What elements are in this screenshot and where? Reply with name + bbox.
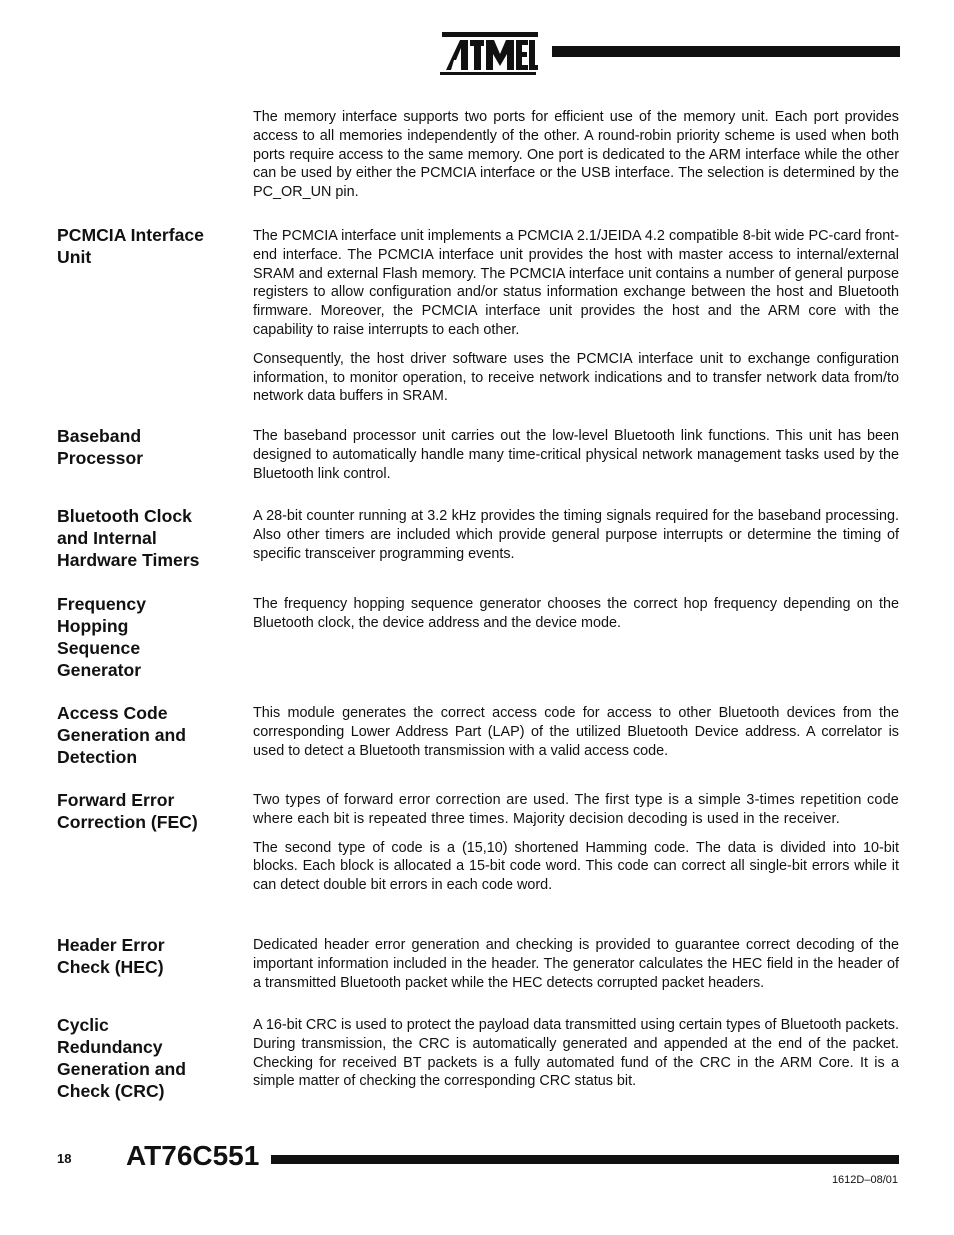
body-paragraph: Dedicated header error generation and checking is provided to guarantee correct decoding of the important information included in the header. The generator calculates the HEC field in the header of a transmitted Bluetooth packet while the HEC detects corrupted packet headers.: [253, 937, 899, 991]
body-paragraph: The PCMCIA interface unit implements a PCMCIA 2.1/JEIDA 4.2 compatible 8-bit wide PC-card front-end interface. The PCMCIA interface unit provides the host with master access to internal/external SRAM and external Flash memory. The PCMCIA interface unit contains a number of general purpose registers to allow configuration and/or status information exchange between the host and Bluetooth firmware. Moreover, the PCMCIA interface unit provides the host and the ARM core with the capability to raise interrupts to each other.: [253, 228, 899, 338]
section-heading: Bluetooth Clock and Internal Hardware Timers: [57, 506, 200, 570]
footer-rule: [271, 1155, 899, 1164]
body-paragraph: The frequency hopping sequence generator chooses the correct hop frequency depending on the Bluetooth clock, the device address and the device mode.: [253, 596, 899, 631]
section-body: [253, 936, 899, 1002]
body-paragraph: This module generates the correct access code for access to other Bluetooth devices from the corresponding Lower Address Part (LAP) of the utilized Bluetooth Device address. A correlator is used to detect a Bluetooth transmission with a valid access code.: [253, 705, 899, 759]
section-body: [253, 791, 899, 905]
body-paragraph: The memory interface supports two ports for efficient use of the memory unit. Each port provides access to all memories independently of the other. A round-robin priority scheme is used when both ports require access to the same memory. One port is dedicated to the ARM interface while the other can be used by either the PCMCIA interface or the USB interface. The selection is determined by the PC_OR_UN pin.: [253, 109, 899, 201]
section-heading: Forward Error Correction (FEC): [57, 790, 198, 832]
section-heading: Access Code Generation and Detection: [57, 703, 187, 767]
section-body: [253, 507, 899, 573]
header-rule: [552, 46, 900, 57]
section-body: [253, 108, 899, 212]
section-body: [253, 704, 899, 770]
body-paragraph: A 28-bit counter running at 3.2 kHz provides the timing signals required for the baseband processing. Also other timers are included which provide general purpose interrupts or determine the timing of specific transceiver programming events.: [253, 508, 899, 562]
section-heading: Header Error Check (HEC): [57, 935, 165, 977]
document-title: AT76C551: [126, 1140, 260, 1171]
body-paragraph: A 16-bit CRC is used to protect the payload data transmitted using certain types of Bluetooth packets. During transmission, the CRC is automatically generated and appended at the end of the packet. Checking for received BT packets is a fully automated fund of the CRC in the ARM Core. It is a simple matter of checking the corresponding CRC status bit.: [253, 1017, 899, 1090]
section-body: [253, 595, 899, 643]
body-paragraph: Consequently, the host driver software uses the PCMCIA interface unit to exchange configuration information, to monitor operation, to receive network indications and to transfer network data from/to network data buffers in SRAM.: [253, 350, 899, 405]
document-code: 1612D–08/01: [831, 1174, 898, 1186]
atmel-logo-icon: [438, 28, 540, 78]
section-heading: Cyclic Redundancy Generation and Check (CRC): [57, 1015, 187, 1101]
section-heading: Frequency Hopping Sequence Generator: [57, 594, 146, 680]
section-body: [253, 427, 899, 493]
body-paragraph: The baseband processor unit carries out the low-level Bluetooth link functions. This unit has been designed to automatically handle many time-critical physical network management tasks used by the Bluetooth link control.: [253, 428, 899, 482]
section-heading: Baseband Processor: [57, 426, 144, 468]
body-paragraph: Two types of forward error correction are used. The first type is a simple 3-times repetition code where each bit is repeated three times. Majority decision decoding is used in the receiver.: [253, 792, 899, 827]
section-heading: PCMCIA Interface Unit: [57, 225, 204, 267]
page-number: 18: [57, 1151, 72, 1166]
section-body: [253, 1016, 899, 1101]
body-paragraph: The second type of code is a (15,10) shortened Hamming code. The data is divided into 10-bit blocks. Each block is allocated a 15-bit code word. This code can correct all single-bit errors while it can detect double bit errors in each code word.: [253, 839, 899, 894]
section-body: [253, 227, 899, 416]
